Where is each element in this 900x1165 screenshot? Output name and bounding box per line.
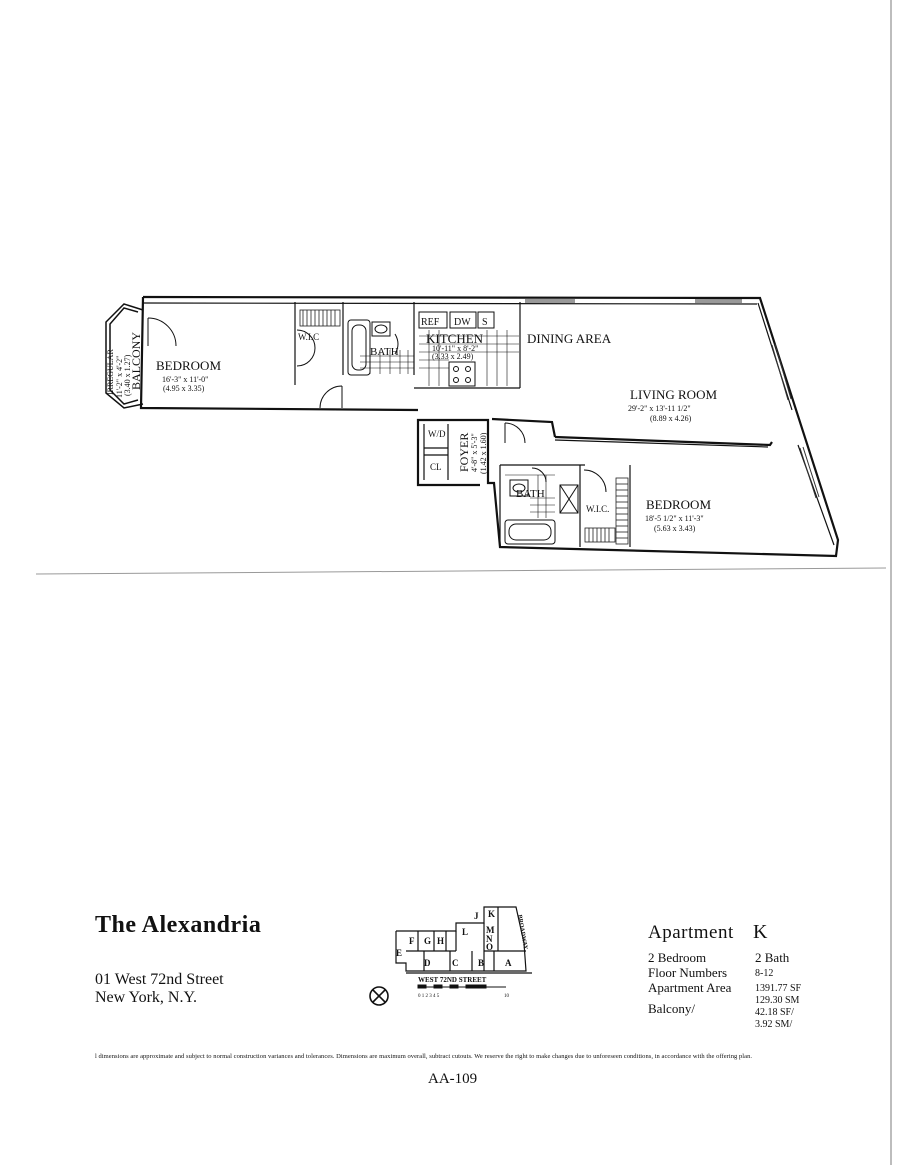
building-name: The Alexandria	[95, 912, 262, 938]
dining-area-label: DINING AREA	[527, 331, 612, 346]
key-unit-d: D	[424, 958, 431, 968]
key-plan	[366, 903, 546, 1015]
scale-end: 10	[504, 994, 509, 999]
kitchen-dims: 10'-11" x 8'-2"	[432, 344, 479, 353]
bedroom-2-metric: (5.63 x 3.43)	[654, 524, 696, 533]
key-unit-a: A	[505, 958, 512, 968]
bath-count: 2 Bath	[755, 950, 790, 965]
balcony-area-sf: 42.18 SF/	[755, 1007, 794, 1018]
key-unit-f: F	[409, 936, 415, 946]
key-unit-h: H	[437, 936, 445, 946]
key-unit-o: O	[486, 942, 494, 952]
key-unit-l: L	[462, 927, 469, 937]
balcony-metric: (3.40 x 1.27)	[123, 354, 132, 396]
key-unit-g: G	[424, 936, 432, 946]
bedroom-1-label: BEDROOM	[156, 358, 222, 373]
bedroom-2-label: BEDROOM	[646, 497, 712, 512]
wd-label: W/D	[428, 429, 446, 439]
kitchen-metric: (3.33 x 2.49)	[432, 352, 474, 361]
key-unit-e: E	[396, 948, 403, 958]
apartment-title: Apartment	[648, 922, 734, 943]
wic-2-label: W.I.C.	[586, 504, 610, 514]
foyer-metric: (1.42 x 1.60)	[479, 432, 488, 474]
apartment-area-sf: 1391.77 SF	[755, 983, 802, 994]
key-unit-k: K	[488, 909, 496, 919]
bedroom-count: 2 Bedroom	[648, 950, 707, 965]
apartment-area-label: Apartment Area	[648, 980, 732, 995]
balcony-area-label: Balcony/	[648, 1001, 695, 1016]
balcony-area-sm: 3.92 SM/	[755, 1019, 793, 1030]
disclaimer-text: l dimensions are approximate and subject to normal construction variances and tolerances. Dimensions are maximum overall, subtract cutouts. We reserve the right to make changes due to unforeseen conditions, in accordance with the offering plan.	[95, 1053, 753, 1060]
plan-number: AA-109	[428, 1071, 478, 1087]
address-line-1: 01 West 72nd Street	[95, 971, 224, 988]
wic-1-label: W.I.C	[298, 332, 320, 342]
bedroom-2-dims: 18'-5 1/2" x 11'-3"	[645, 514, 704, 523]
kitchen-label: KITCHEN	[426, 331, 484, 346]
apartment-area-sm: 129.30 SM	[755, 995, 800, 1006]
room-labels	[106, 317, 717, 533]
balcony-dims: 11'-2" x 4'-2"	[115, 355, 124, 398]
foyer-dims: 4'-8" x 5'-3"	[470, 433, 479, 472]
apartment-letter: K	[753, 921, 768, 943]
living-room-metric: (8.89 x 4.26)	[650, 414, 692, 423]
scale-ticks: 0 1 2 3 4 5	[418, 994, 440, 999]
balcony-irregular-label: IRREGULAR	[106, 349, 115, 395]
key-unit-c: C	[452, 958, 459, 968]
key-unit-b: B	[478, 958, 485, 968]
living-room-dims: 29'-2" x 13'-11 1/2"	[628, 404, 691, 413]
living-room-label: LIVING ROOM	[630, 387, 718, 402]
scale-bar	[418, 985, 506, 988]
bath-1-label: BATH	[370, 346, 399, 358]
divider-line	[36, 568, 886, 574]
sink-label: S	[482, 317, 488, 328]
ref-label: REF	[421, 317, 440, 328]
floor-numbers-label: Floor Numbers	[648, 965, 728, 980]
key-unit-n: N	[486, 934, 493, 944]
balcony-label: BALCONY	[129, 331, 143, 390]
key-unit-m: M	[486, 925, 495, 935]
bath-2-label: BATH	[516, 488, 545, 500]
dw-label: DW	[454, 317, 471, 328]
floor-numbers-value: 8-12	[755, 968, 774, 979]
key-unit-j: J	[474, 911, 479, 921]
key-street-label: WEST 72ND STREET	[418, 976, 487, 984]
north-symbol-icon	[370, 987, 388, 1005]
foyer-label: FOYER	[457, 432, 471, 472]
bedroom-1-metric: (4.95 x 3.35)	[163, 384, 205, 393]
bath-2-fixtures	[505, 475, 578, 544]
closet-label: CL	[430, 462, 442, 472]
address-line-2: New York, N.Y.	[95, 989, 197, 1006]
key-avenue-label: BROADWAY	[516, 914, 529, 950]
bedroom-1-dims: 16'-3" x 11'-0"	[162, 375, 209, 384]
